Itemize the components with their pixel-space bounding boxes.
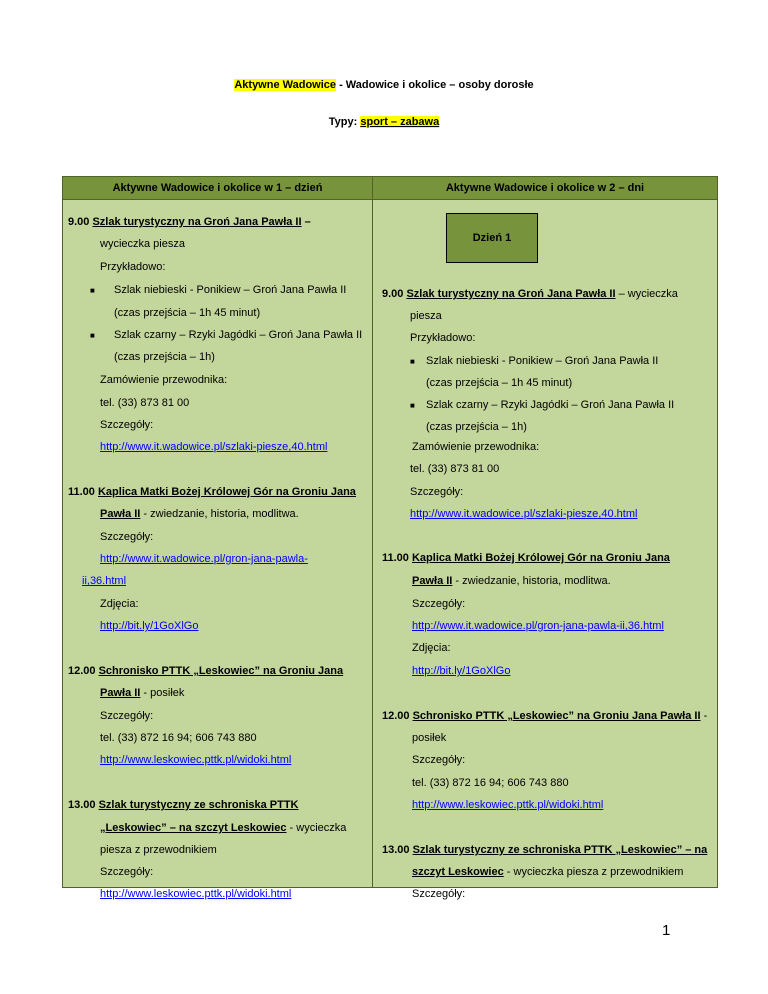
left-column-header: Aktywne Wadowice i okolice w 1 – dzień xyxy=(63,177,372,199)
right-s3-heading: 12.00 Schronisko PTTK „Leskowiec” na Groniu Jana Pawła II - xyxy=(382,710,708,722)
right-bullet-1-time: (czas przejścia – 1h 45 minut) xyxy=(426,377,573,389)
left-s2-heading: 11.00 Kaplica Matki Bożej Królowej Gór na Groniu Jana xyxy=(68,486,356,498)
right-s4-heading: 13.00 Szlak turystyczny ze schroniska PTTK „Leskowiec” – na xyxy=(382,844,708,856)
left-link-photos[interactable]: http://bit.ly/1GoXlGo xyxy=(100,620,199,632)
right-bullet-2-time: (czas przejścia – 1h) xyxy=(426,421,527,433)
title-highlight: Aktywne Wadowice xyxy=(234,79,337,91)
right-link-gron[interactable]: http://www.it.wadowice.pl/gron-jana-pawla-ii,36.html xyxy=(412,620,664,632)
right-details-label: Szczegóły: xyxy=(410,486,464,498)
left-details-label: Szczegóły: xyxy=(100,866,154,878)
right-column-header: Aktywne Wadowice i okolice w 2 – dni xyxy=(373,177,717,199)
right-link-szlaki[interactable]: http://www.it.wadowice.pl/szlaki-piesze,40.html xyxy=(410,508,638,520)
column-divider xyxy=(372,177,373,887)
right-link-leskowiec[interactable]: http://www.leskowiec.pttk.pl/widoki.html xyxy=(412,799,604,811)
left-bullet-2: Szlak czarny – Rzyki Jagódki – Groń Jana Pawła II xyxy=(114,329,363,341)
right-tel-1: tel. (33) 873 81 00 xyxy=(410,463,500,475)
right-bullet-2: Szlak czarny – Rzyki Jagódki – Groń Jana Pawła II xyxy=(426,399,675,411)
left-example-label: Przykładowo: xyxy=(100,261,166,273)
left-link-gron-b[interactable]: ii,36.html xyxy=(82,575,127,587)
document-title xyxy=(0,79,768,91)
title-rest: - Wadowice i okolice – osoby dorosłe xyxy=(336,79,534,91)
left-s2-line2: Pawła II - zwiedzanie, historia, modlitwa. xyxy=(100,508,299,520)
left-details-label: Szczegóły: xyxy=(100,531,154,543)
left-bullet-1-time: (czas przejścia – 1h 45 minut) xyxy=(114,307,261,319)
bullet-icon: ■ xyxy=(90,286,95,295)
left-bullet-2-time: (czas przejścia – 1h) xyxy=(114,351,215,363)
right-s4-line2: szczyt Leskowiec - wycieczka piesza z przewodnikiem xyxy=(412,866,684,878)
types-line xyxy=(0,116,768,128)
left-s1-desc: wycieczka piesza xyxy=(100,238,185,250)
day-1-box: Dzień 1 xyxy=(446,213,538,263)
left-s3-heading: 12.00 Schronisko PTTK „Leskowiec” na Groniu Jana xyxy=(68,665,344,677)
right-guide-label: Zamówienie przewodnika: xyxy=(412,441,540,453)
left-bullet-1: Szlak niebieski - Ponikiew – Groń Jana Pawła II xyxy=(114,284,347,296)
left-guide-label: Zamówienie przewodnika: xyxy=(100,374,228,386)
left-s3-line2: Pawła II - posiłek xyxy=(100,687,185,699)
left-tel-1: tel. (33) 873 81 00 xyxy=(100,397,190,409)
right-details-label: Szczegóły: xyxy=(412,888,466,900)
schedule-table xyxy=(62,176,718,888)
right-tel-2: tel. (33) 872 16 94; 606 743 880 xyxy=(412,777,569,789)
left-s4-heading: 13.00 Szlak turystyczny ze schroniska PTTK xyxy=(68,799,299,811)
right-bullet-1: Szlak niebieski - Ponikiew – Groń Jana Pawła II xyxy=(426,355,659,367)
bullet-icon: ■ xyxy=(90,331,95,340)
right-details-label: Szczegóły: xyxy=(412,754,466,766)
types-value: sport – zabawa xyxy=(360,116,440,128)
right-s3-line2: posiłek xyxy=(412,732,447,744)
left-details-label: Szczegóły: xyxy=(100,419,154,431)
left-tel-2: tel. (33) 872 16 94; 606 743 880 xyxy=(100,732,257,744)
right-s2-line2: Pawła II - zwiedzanie, historia, modlitwa. xyxy=(412,575,611,587)
left-link-leskowiec[interactable]: http://www.leskowiec.pttk.pl/widoki.html xyxy=(100,754,292,766)
right-s2-heading: 11.00 Kaplica Matki Bożej Królowej Gór na Groniu Jana xyxy=(382,552,670,564)
right-details-label: Szczegóły: xyxy=(412,598,466,610)
page-number: 1 xyxy=(662,922,671,939)
bullet-icon: ■ xyxy=(410,357,415,366)
left-photos-label: Zdjęcia: xyxy=(100,598,139,610)
header-divider xyxy=(63,199,717,200)
right-s1-line2: piesza xyxy=(410,310,442,322)
left-details-label: Szczegóły: xyxy=(100,710,154,722)
left-link-szlaki[interactable]: http://www.it.wadowice.pl/szlaki-piesze,40.html xyxy=(100,441,328,453)
types-label: Typy: xyxy=(328,116,361,128)
right-example-label: Przykładowo: xyxy=(410,332,476,344)
right-photos-label: Zdjęcia: xyxy=(412,642,451,654)
left-s1-heading: 9.00 Szlak turystyczny na Groń Jana Pawła II – xyxy=(68,216,311,228)
left-s4-line2: „Leskowiec” – na szczyt Leskowiec - wycieczka xyxy=(100,822,347,834)
left-link-leskowiec-2[interactable]: http://www.leskowiec.pttk.pl/widoki.html xyxy=(100,888,292,900)
right-link-photos[interactable]: http://bit.ly/1GoXlGo xyxy=(412,665,511,677)
bullet-icon: ■ xyxy=(410,401,415,410)
right-s1-heading: 9.00 Szlak turystyczny na Groń Jana Pawła II – wycieczka xyxy=(382,288,678,300)
left-s4-line3: piesza z przewodnikiem xyxy=(100,844,217,856)
left-link-gron-a[interactable]: http://www.it.wadowice.pl/gron-jana-pawla- xyxy=(100,553,308,565)
